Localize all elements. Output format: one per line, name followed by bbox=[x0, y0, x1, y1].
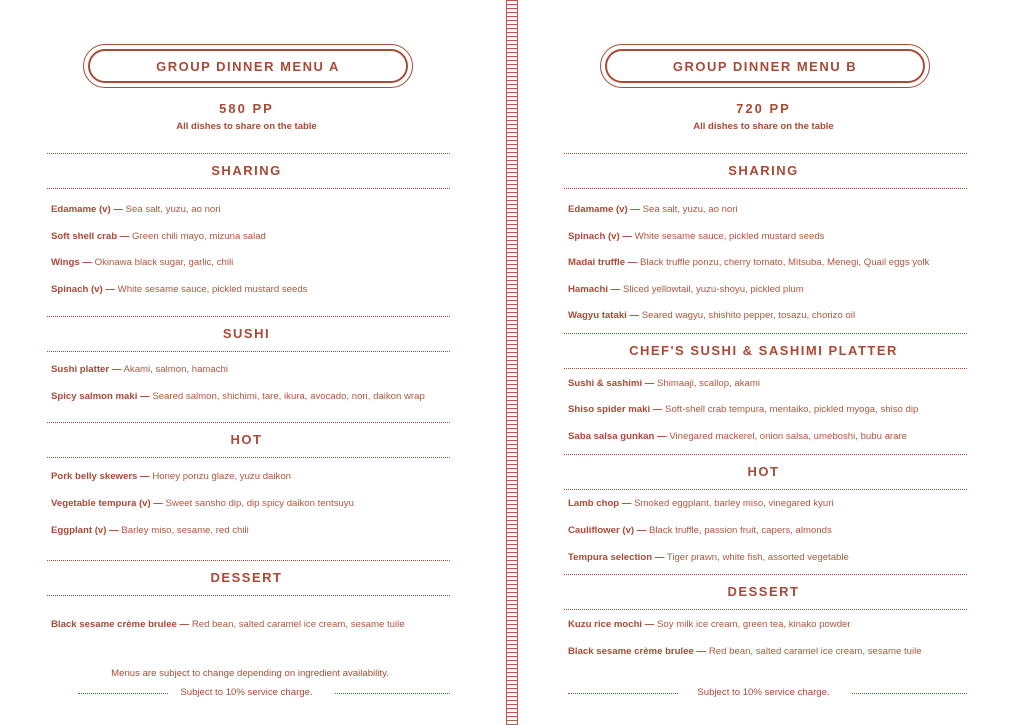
dish-name: Tempura selection — bbox=[568, 552, 665, 563]
divider bbox=[47, 595, 450, 596]
section-heading: SUSHI bbox=[222, 326, 271, 341]
dish-description: Akami, salmon, hamachi bbox=[123, 364, 229, 375]
dish-name: Wagyu tataki — bbox=[568, 310, 640, 321]
menu-price: 720 PP bbox=[736, 101, 791, 116]
dish-name: Madai truffle — bbox=[568, 257, 638, 268]
dish-name: Spinach (v) — bbox=[568, 231, 632, 242]
section-heading: HOT bbox=[747, 464, 780, 479]
menu-price: 580 PP bbox=[219, 101, 274, 116]
menu-item bbox=[568, 498, 978, 509]
menu-title-frame bbox=[600, 44, 930, 88]
divider bbox=[564, 368, 967, 369]
page-spine bbox=[506, 0, 518, 725]
dish-description: Soft-shell crab tempura, mentaiko, pickled myoga, shiso dip bbox=[665, 404, 919, 415]
divider bbox=[564, 489, 967, 490]
divider bbox=[564, 609, 967, 610]
menu-item bbox=[568, 204, 978, 215]
section-heading: CHEF'S SUSHI & SASHIMI PLATTER bbox=[629, 343, 898, 358]
dish-description: Sweet sansho dip, dip spicy daikon tentsuyu bbox=[165, 498, 354, 509]
menu-subtitle: All dishes to share on the table bbox=[176, 121, 317, 132]
divider bbox=[47, 316, 450, 317]
menu-item bbox=[51, 619, 461, 630]
menu-title: GROUP DINNER MENU B bbox=[605, 49, 925, 83]
dish-name: Lamb chop — bbox=[568, 498, 632, 509]
dish-name: Soft shell crab — bbox=[51, 231, 130, 242]
dish-description: White sesame sauce, pickled mustard seeds bbox=[117, 284, 308, 295]
dish-name: Spicy salmon maki — bbox=[51, 391, 150, 402]
dish-description: Smoked eggplant, barley miso, vinegared kyuri bbox=[634, 498, 834, 509]
dish-description: Vinegared mackerel, onion salsa, umeboshi, bubu arare bbox=[669, 431, 907, 442]
menu-item bbox=[568, 310, 978, 321]
menu-item bbox=[51, 231, 461, 242]
menu-b-panel bbox=[562, 0, 982, 725]
dish-name: Saba salsa gunkan — bbox=[568, 431, 667, 442]
dish-name: Kuzu rice mochi — bbox=[568, 619, 655, 630]
dish-description: Red bean, salted caramel ice cream, sesame tuile bbox=[191, 619, 405, 630]
dish-name: Black sesame crème brulee — bbox=[568, 646, 707, 657]
divider bbox=[47, 457, 450, 458]
dish-description: Black truffle, passion fruit, capers, almonds bbox=[649, 525, 832, 536]
menu-item bbox=[568, 431, 978, 442]
dish-name: Pork belly skewers — bbox=[51, 471, 150, 482]
menu-item bbox=[568, 552, 978, 563]
menu-item bbox=[568, 257, 978, 268]
dish-name: Vegetable tempura (v) — bbox=[51, 498, 163, 509]
divider bbox=[852, 693, 967, 694]
divider bbox=[564, 333, 967, 334]
dish-description: Black truffle ponzu, cherry tomato, Mitsuba, Menegi, Quail eggs yolk bbox=[639, 257, 930, 268]
menu-item bbox=[568, 619, 978, 630]
menu-subtitle: All dishes to share on the table bbox=[693, 121, 834, 132]
dish-description: Soy milk ice cream, green tea, kinako powder bbox=[657, 619, 851, 630]
dish-description: Seared wagyu, shishito pepper, tosazu, chorizo oil bbox=[641, 310, 856, 321]
dish-description: Tiger prawn, white fish, assorted vegetable bbox=[666, 552, 849, 563]
dish-description: White sesame sauce, pickled mustard seeds bbox=[634, 231, 825, 242]
dish-description: Sliced yellowtail, yuzu-shoyu, pickled plum bbox=[622, 284, 804, 295]
service-charge-note: Subject to 10% service charge. bbox=[697, 687, 830, 698]
dish-description: Okinawa black sugar, garlic, chili bbox=[94, 257, 234, 268]
service-charge-note: Subject to 10% service charge. bbox=[180, 687, 313, 698]
menu-item bbox=[568, 284, 978, 295]
dish-name: Hamachi — bbox=[568, 284, 621, 295]
divider bbox=[564, 454, 967, 455]
section-heading: DESSERT bbox=[727, 584, 800, 599]
menu-title-frame bbox=[83, 44, 413, 88]
menu-title: GROUP DINNER MENU A bbox=[88, 49, 408, 83]
divider bbox=[564, 188, 967, 189]
dish-description: Barley miso, sesame, red chili bbox=[121, 525, 249, 536]
dish-description: Shimaaji, scallop, akami bbox=[657, 378, 760, 389]
menu-item bbox=[51, 284, 461, 295]
dish-name: Edamame (v) — bbox=[51, 204, 123, 215]
menu-item bbox=[51, 257, 461, 268]
divider bbox=[564, 153, 967, 154]
dish-name: Black sesame crème brulee — bbox=[51, 619, 190, 630]
section-heading: SHARING bbox=[728, 163, 799, 178]
dish-name: Wings — bbox=[51, 257, 92, 268]
dish-name: Sushi & sashimi — bbox=[568, 378, 655, 389]
dish-description: Green chili mayo, mizuna salad bbox=[132, 231, 266, 242]
menu-item bbox=[568, 231, 978, 242]
menu-item bbox=[51, 525, 461, 536]
dish-name: Cauliflower (v) — bbox=[568, 525, 647, 536]
dish-description: Red bean, salted caramel ice cream, sesame tuile bbox=[708, 646, 922, 657]
dish-name: Edamame (v) — bbox=[568, 204, 640, 215]
dish-name: Sushi platter — bbox=[51, 364, 122, 375]
dish-description: Honey ponzu glaze, yuzu daikon bbox=[152, 471, 291, 482]
section-heading: HOT bbox=[230, 432, 263, 447]
menu-item bbox=[51, 364, 461, 375]
dish-name: Eggplant (v) — bbox=[51, 525, 119, 536]
section-heading: SHARING bbox=[211, 163, 282, 178]
menu-item bbox=[568, 404, 978, 415]
menu-item bbox=[51, 204, 461, 215]
menu-item bbox=[51, 471, 461, 482]
dish-description: Sea salt, yuzu, ao nori bbox=[642, 204, 738, 215]
dish-name: Spinach (v) — bbox=[51, 284, 115, 295]
divider bbox=[47, 188, 450, 189]
menu-a-panel bbox=[45, 0, 465, 725]
menu-item bbox=[51, 391, 461, 402]
menu-item bbox=[568, 378, 978, 389]
section-heading: DESSERT bbox=[210, 570, 283, 585]
menu-item bbox=[51, 498, 461, 509]
dish-description: Sea salt, yuzu, ao nori bbox=[125, 204, 221, 215]
divider bbox=[564, 574, 967, 575]
divider bbox=[47, 351, 450, 352]
dish-name: Shiso spider maki — bbox=[568, 404, 663, 415]
divider bbox=[47, 560, 450, 561]
divider bbox=[47, 422, 450, 423]
availability-note: Menus are subject to change depending on ingredient availability. bbox=[111, 668, 389, 679]
dish-description: Seared salmon, shichimi, tare, ikura, avocado, nori, daikon wrap bbox=[152, 391, 425, 402]
menu-item bbox=[568, 525, 978, 536]
divider bbox=[335, 693, 450, 694]
menu-item bbox=[568, 646, 978, 657]
divider bbox=[47, 153, 450, 154]
